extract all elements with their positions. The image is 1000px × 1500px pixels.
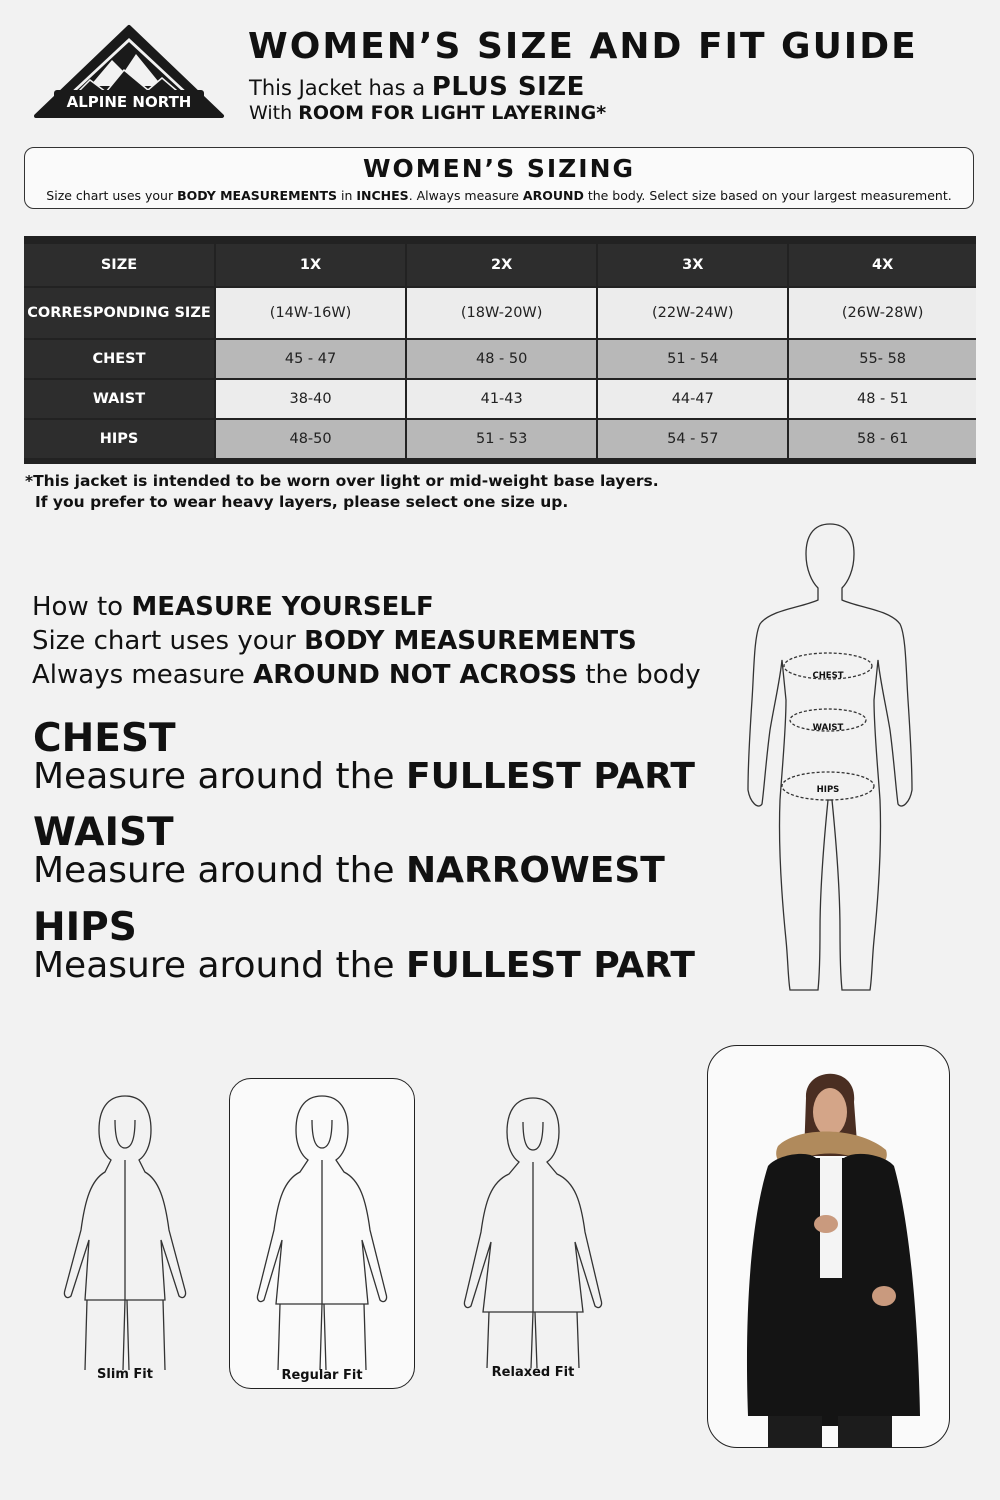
regular-fit-illustration	[252, 1090, 392, 1380]
header-cell: 3X	[598, 244, 789, 288]
sizing-description: Size chart uses your BODY MEASUREMENTS in INCHES. Always measure AROUND the body. Select size based on your largest measurement.	[46, 188, 952, 203]
table-cell: 48-50	[216, 420, 407, 458]
table-cell: 58 - 61	[789, 420, 976, 458]
page-title: WOMEN’S SIZE AND FIT GUIDE	[248, 26, 918, 67]
svg-text:ALPINE NORTH: ALPINE NORTH	[66, 93, 192, 111]
model-in-jacket-photo	[708, 1046, 950, 1448]
table-cell: (18W-20W)	[407, 288, 598, 340]
row-label: HIPS	[24, 420, 216, 458]
how-to-measure: How to MEASURE YOURSELF Size chart uses your BODY MEASUREMENTS Always measure AROUND NOT ACROSS the body	[32, 592, 701, 690]
header-cell: 2X	[407, 244, 598, 288]
model-photo-frame	[707, 1045, 950, 1448]
row-label: CORRESPONDING SIZE	[24, 288, 216, 340]
table-row	[24, 380, 976, 420]
table-cell: (26W-28W)	[789, 288, 976, 340]
row-label: WAIST	[24, 380, 216, 420]
table-cell: 48 - 50	[407, 340, 598, 380]
relaxed-fit-illustration	[463, 1092, 603, 1382]
header-cell: 1X	[216, 244, 407, 288]
table-cell: 51 - 53	[407, 420, 598, 458]
table-cell: 38-40	[216, 380, 407, 420]
body-measurement-figure	[740, 520, 920, 1000]
table-cell: 41-43	[407, 380, 598, 420]
header-cell: SIZE	[24, 244, 216, 288]
womens-sizing-banner	[24, 147, 974, 209]
svg-text:CHEST: CHEST	[812, 671, 844, 681]
waist-instruction: WAIST Measure around the NARROWEST	[33, 810, 665, 891]
table-row	[24, 420, 976, 458]
relaxed-fit-label: Relaxed Fit	[491, 1365, 575, 1380]
sizing-title: WOMEN’S SIZING	[362, 154, 636, 183]
table-header-row	[24, 244, 976, 288]
chest-instruction: CHEST Measure around the FULLEST PART	[33, 716, 695, 797]
header-cell: 4X	[789, 244, 976, 288]
table-cell: 48 - 51	[789, 380, 976, 420]
svg-text:WAIST: WAIST	[812, 723, 844, 733]
table-cell: 44-47	[598, 380, 789, 420]
plus-size-line: This Jacket has a PLUS SIZE	[249, 72, 585, 102]
size-chart-table	[24, 236, 976, 464]
table-cell: 45 - 47	[216, 340, 407, 380]
layering-line: With ROOM FOR LIGHT LAYERING*	[249, 102, 607, 124]
table-cell: (22W-24W)	[598, 288, 789, 340]
table-cell: (14W-16W)	[216, 288, 407, 340]
alpine-north-logo	[32, 24, 226, 124]
svg-text:HIPS: HIPS	[816, 785, 840, 795]
table-cell: 55- 58	[789, 340, 976, 380]
slim-fit-label: Slim Fit	[97, 1367, 153, 1382]
table-row	[24, 340, 976, 380]
table-cell: 51 - 54	[598, 340, 789, 380]
hips-instruction: HIPS Measure around the FULLEST PART	[33, 905, 695, 986]
table-row	[24, 288, 976, 340]
layering-note: *This jacket is intended to be worn over light or mid-weight base layers. If you prefer to wear heavy layers, please select one size up.	[25, 472, 659, 511]
table-cell: 54 - 57	[598, 420, 789, 458]
regular-fit-label: Regular Fit	[281, 1368, 363, 1383]
row-label: CHEST	[24, 340, 216, 380]
slim-fit-illustration	[55, 1090, 195, 1380]
